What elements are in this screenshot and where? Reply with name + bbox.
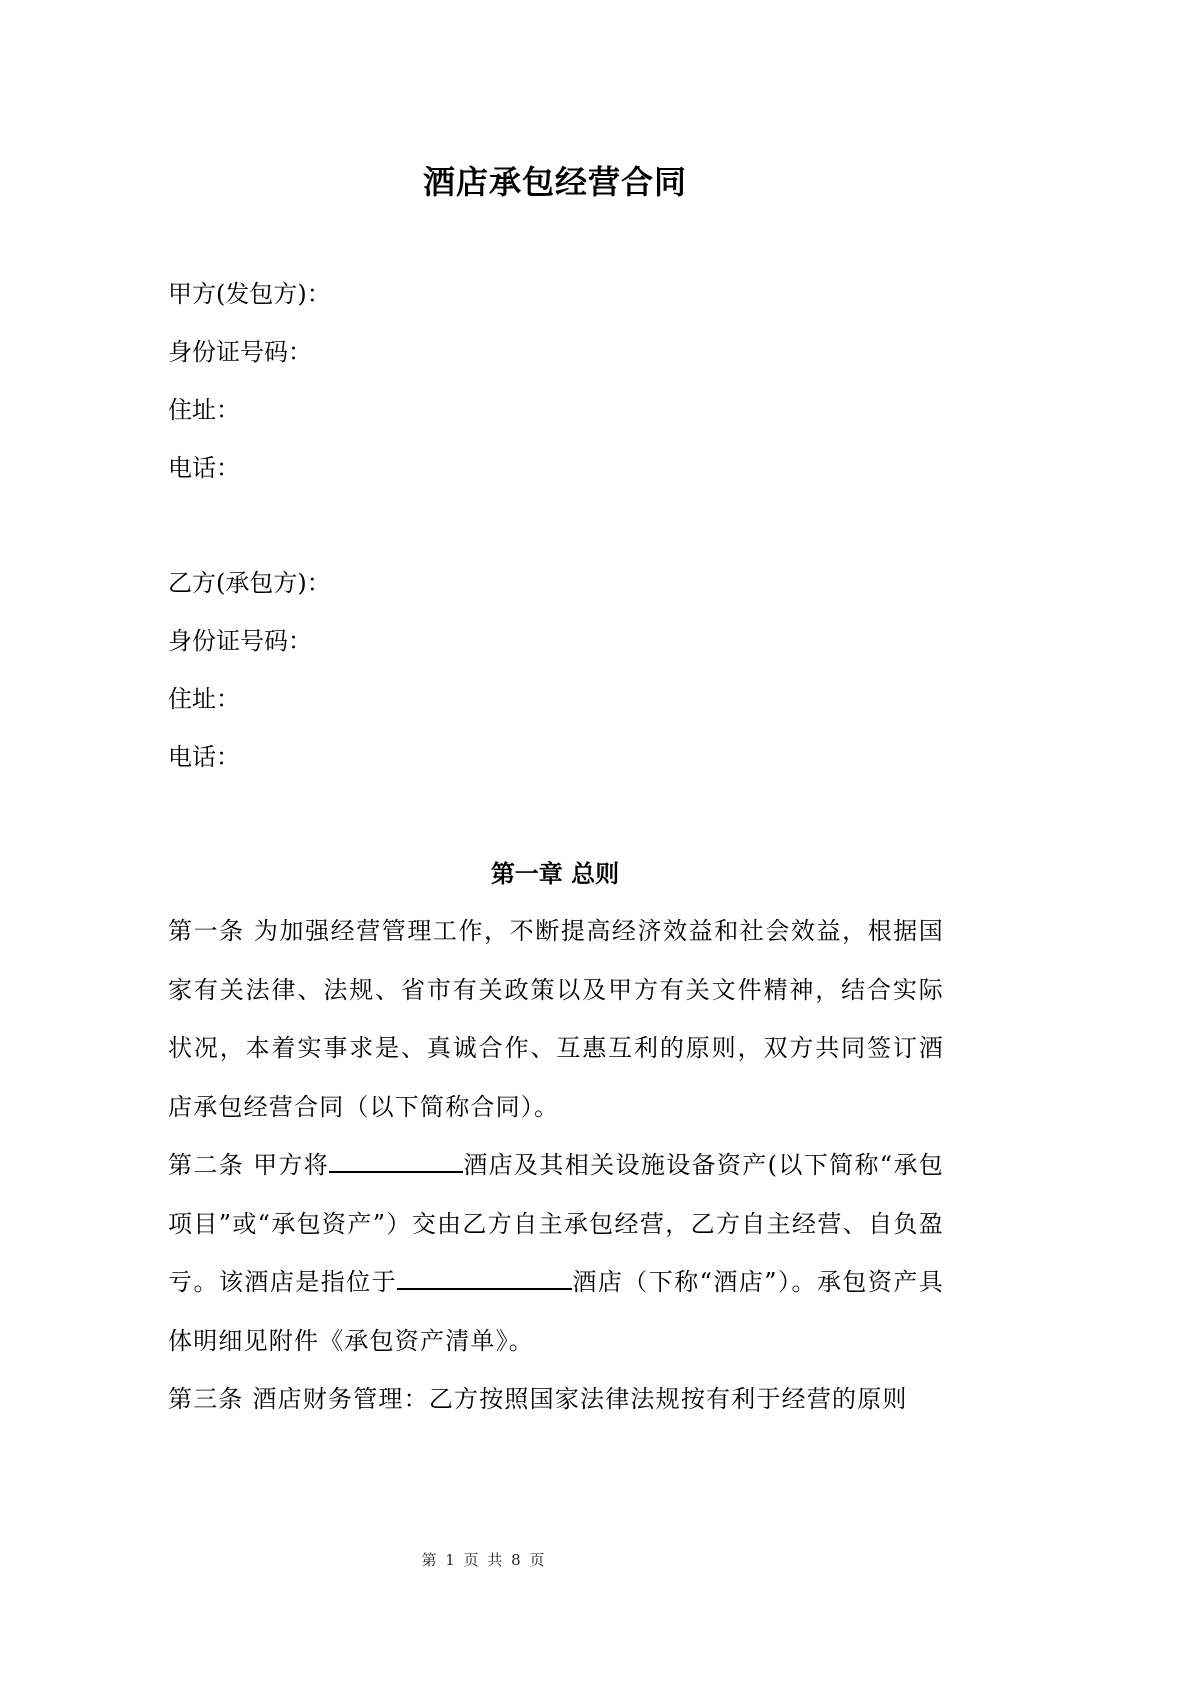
article-2-text-2: 酒店及其相关设施设备资产(以下简称“承包项目”或“承包资产”）交由乙方自主承包经营，乙方自主经营、自负盈亏。该酒店是指位于 xyxy=(168,1151,944,1296)
hotel-location-blank xyxy=(397,1266,572,1290)
party-b-heading: 乙方(承包方)： xyxy=(168,569,331,597)
party-a-phone-label: 电话： xyxy=(168,454,240,482)
party-a-id-label: 身份证号码： xyxy=(168,338,312,366)
article-1: 第一条 为加强经营管理工作，不断提高经济效益和社会效益，根据国家有关法律、法规、省市有关政策以及甲方有关文件精神，结合实际状况，本着实事求是、真诚合作、互惠互利的原则，双方共同签订酒店承包经营合同（以下简称合同）。 xyxy=(168,917,944,1121)
document-title: 酒店承包经营合同 xyxy=(422,163,687,201)
article-2-text-1: 第二条 甲方将 xyxy=(168,1151,330,1179)
hotel-name-blank xyxy=(329,1149,463,1173)
article-2-text-3: 酒店（下称“酒店”）。承包资产具体明细见附件《承包资产清单》。 xyxy=(168,1268,944,1355)
party-b-address-label: 住址： xyxy=(168,685,240,713)
party-a-address-label: 住址： xyxy=(168,396,240,424)
article-3: 第三条 酒店财务管理：乙方按照国家法律法规按有利于经营的原则 xyxy=(168,1385,908,1413)
chapter-heading: 第一章 总则 xyxy=(490,859,620,888)
article-2 xyxy=(168,1136,944,1370)
page-number-footer: 第 1 页 共 8 页 xyxy=(421,1551,545,1569)
party-a-heading: 甲方(发包方)： xyxy=(168,280,331,308)
party-b-phone-label: 电话： xyxy=(168,743,240,771)
party-b-id-label: 身份证号码： xyxy=(168,627,312,655)
